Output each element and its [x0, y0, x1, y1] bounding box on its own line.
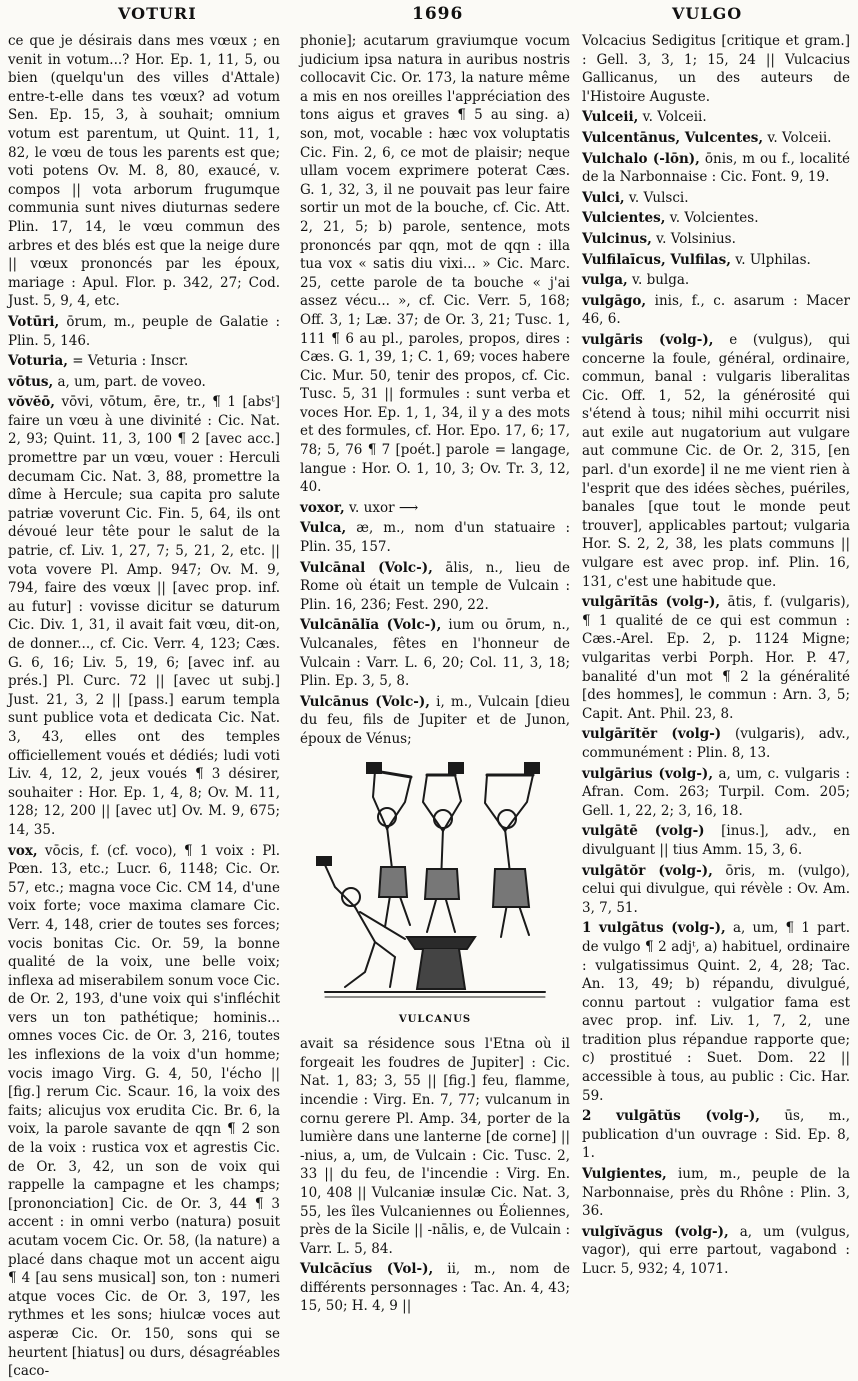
- headword: Vulca,: [300, 520, 347, 537]
- headword: Vulfilaīcus, Vulfilas,: [582, 251, 731, 268]
- headword: Voturia,: [8, 353, 68, 370]
- dictionary-entry: [582, 230, 850, 249]
- entry-text: Volcacius Sedigitus [critique et gram.] : Gell. 3, 3, 1; 15, 24 || Vulcacius Gallicanus, un des auteurs de l'Histoire Auguste.: [582, 33, 850, 105]
- headword: Vulchalo (-lōn),: [582, 150, 700, 167]
- headword: vulgārĭtās (volg-),: [582, 594, 721, 611]
- dictionary-entry: [300, 519, 570, 556]
- running-head-left: VOTURI: [118, 4, 197, 23]
- dictionary-entry: [582, 129, 850, 148]
- entry-text: ātis, f. (vulgaris), ¶ 1 qualité de ce qui est commun : Cæs.-Arel. Ep. 2, p. 1124 Migne; vulgaritas verbi Porph. Hor. P. 47, banalité d'un mot ¶ 2 la généralité [des hommes], le commun : Arn. 3, 5; Capit. Ant. Phil. 23, 8.: [582, 594, 850, 722]
- dictionary-entry: [300, 32, 570, 497]
- dictionary-entry: [8, 393, 280, 839]
- dictionary-entry: [582, 919, 850, 1105]
- entry-text: ūs, m., publication d'un ouvrage : Sid. Ep. 8, 1.: [582, 1108, 850, 1162]
- headword: 2 vulgātŭs (volg-),: [582, 1108, 761, 1125]
- column-2: [300, 32, 570, 1352]
- entry-text: ii, m., nom de différents personnages : Tac. An. 4, 43; 15, 50; H. 4, 9 ||: [300, 1261, 570, 1315]
- dictionary-entry: [300, 1035, 570, 1258]
- headword: vulga,: [582, 272, 628, 289]
- headword: vulgārius (volg-),: [582, 765, 714, 782]
- headword: vulgāgo,: [582, 292, 647, 309]
- dictionary-entry: [582, 209, 850, 228]
- entry-text: v. Volsinius.: [656, 230, 736, 247]
- dictionary-entry: [582, 862, 850, 918]
- headword: Vulcientes,: [582, 210, 666, 227]
- entry-text: = Veturia : Inscr.: [72, 353, 189, 370]
- entry-text: e (vulgus), qui concerne la foule, général, ordinaire, commun, banal : vulgaris liberalitas Cic. Off. 1, 52, la générosité qui s'étend à tous; nihil mihi occurrit nisi aut exile aut nugatorium aut vulgare aut commune Cic. de Or. 2, 315, [en parl. d'un exorde] il ne me vient rien à l'esprit que des idées sèches, puériles, banales [que tout le monde peut trouver], applicables partout; vulgaria Hor. S. 2, 2, 38, les plats communs || vulgare est avec prop. inf. Plin. 16, 131, c'est une habitude que.: [582, 331, 851, 590]
- dictionary-entry: [582, 1223, 850, 1279]
- entry-text: v. Vulsci.: [628, 189, 689, 206]
- dictionary-entry: [582, 593, 850, 723]
- figure-caption: VULCANUS: [398, 1013, 472, 1025]
- headword: vulgĭvăgus (volg-),: [582, 1223, 729, 1240]
- dictionary-entry: [300, 693, 570, 749]
- headword: Vulcānālĭa (Volc-),: [300, 617, 442, 634]
- headword: 1 vulgātus (volg-),: [582, 920, 726, 937]
- dictionary-entry: [300, 559, 570, 615]
- entry-text: avait sa résidence sous l'Etna où il forgeait les foudres de Jupiter] : Cic. Nat. 1, 83; 3, 55 || [fig.] feu, flamme, incendie : Virg. En. 7, 77; vulcanum in cornu gerere Pl. Amp. 34, porter de la lumière dans une lanterne [de corne] || -nius, a, um, de Vulcain : Cic. Tusc. 2, 33 || du feu, de l'incendie : Virg. En. 10, 408 || Vulcaniæ insulæ Cic. Nat. 3, 55, les îles Vulcaniennes ou Éoliennes, près de la Sicile || -nālis, e, de Vulcain : Varr. L. 5, 84.: [300, 1036, 570, 1257]
- entry-text: æ, m., nom d'un statuaire : Plin. 35, 157.: [300, 520, 570, 556]
- dictionary-entry: [8, 32, 280, 311]
- entry-text: inis, f., c. asarum : Macer 46, 6.: [582, 292, 850, 328]
- page-number: 1696: [412, 4, 464, 24]
- entry-text: a, um, ¶ 1 part. de vulgo ¶ 2 adjᵗ, a) habituel, ordinaire : vulgatissimus Quint. 2, 4, 28; Tac. An. 13, 49; b) répandu, divulgué, connu partout : vulgatior fama est avec prop. inf. Liv. 1, 7, 2, une tradition plus répandue rapporte que; c) prostitué : Suet. Dom. 22 || accessible à tous, au public : Cic. Har. 59.: [582, 920, 850, 1104]
- entry-text: ōrum, m., peuple de Galatie : Plin. 5, 146.: [8, 313, 280, 349]
- entry-text: phonie]; acutarum graviumque vocum judicium ipsa natura in auribus nostris collocavit Cic. Or. 173, la nature même a mis en nos oreilles l'appréciation des tons aigus et graves ¶ 5 au sing. a) son, mot, vocable : hæc vox voluptatis Cic. Fin. 2, 6, ce mot de plaisir; neque ullam vocem exprimere poterat Cæs. G. 1, 32, 3, il ne pouvait pas leur faire sortir un mot de la bouche, cf. Cic. Att. 2, 21, 5; b) parole, sentence, mots prononcés par qqn, mot de qqn : illa tua vox « satis diu vixi... » Cic. Marc. 25, cette parole de ta bouche « j'ai assez vécu... », cf. Cic. Verr. 5, 168; Off. 3, 1; Læ. 37; de Or. 3, 21; Tusc. 1, 111 ¶ 6 au pl., paroles, propos, dires : Cæs. G. 1, 39, 1; C. 1, 69; voces habere Cic. Mur. 50, tenir des propos, cf. Cic. Tusc. 5, 31 || formules : sunt verba et voces Hor. Ep. 1, 1, 34, il y a des mots et des formules, cf. Hor. Epo. 17, 6; 17, 78; 5, 76 ¶ 7 [poét.] parole = langage, langue : Hor. O. 1, 10, 3; Ov. Tr. 3, 12, 40.: [300, 33, 570, 496]
- headword: Vulceii,: [582, 109, 639, 126]
- headword: vulgātŏr (volg-),: [582, 862, 713, 879]
- entry-text: a, um (vulgus, vagor), qui erre partout, vagabond : Lucr. 5, 932; 4, 1071.: [582, 1223, 850, 1277]
- running-head-right: VULGO: [672, 4, 743, 23]
- entry-text: i, m., Vulcain [dieu du feu, fils de Jupiter et de Junon, époux de Vénus;: [300, 693, 571, 747]
- headword: Vulcānal (Volc-),: [300, 559, 433, 576]
- headword: vox,: [8, 842, 38, 859]
- entry-text: v. Volceii.: [642, 109, 707, 126]
- vulcanus-illustration: [300, 757, 570, 1030]
- dictionary-entry: [8, 842, 280, 1381]
- entry-text: ium ou ōrum, n., Vulcanales, fêtes en l'honneur de Vulcain : Varr. L. 6, 20; Col. 11, 3, 18; Plin. Ep. 3, 5, 8.: [300, 617, 570, 690]
- dictionary-entry: [8, 373, 280, 392]
- entry-text: [inus.], adv., en divulguant || tius Amm. 15, 3, 6.: [582, 823, 850, 858]
- dictionary-entry: [582, 725, 850, 762]
- dictionary-entry: [582, 765, 850, 821]
- entry-text: v. uxor ⟶: [349, 499, 419, 516]
- headword: Vulgientes,: [582, 1166, 667, 1183]
- dictionary-entry: [582, 150, 850, 187]
- dictionary-entry: [582, 822, 850, 859]
- entry-text: ālis, n., lieu de Rome où était un temple de Vulcain : Plin. 16, 236; Fest. 290, 22.: [300, 559, 570, 613]
- headword: vōtus,: [8, 373, 54, 390]
- headword: vulgārĭtĕr (volg-): [582, 726, 722, 743]
- dictionary-entry: [582, 271, 850, 290]
- entry-text: (vulgaris), adv., communément : Plin. 8, 13.: [582, 726, 850, 761]
- entry-text: ce que je désirais dans mes vœux ; en venit in votum...? Hor. Ep. 1, 11, 5, ou bien (quelqu'un des villes d'Attale) entre-t-elle dans tes vœux? ad votum Sen. Ep. 15, 3, à souhait; omnium votum est parentum, ut Quint. 11, 1, 82, le vœu de tous les parents est que; voti potens Ov. M. 8, 80, exaucé, v. compos || vota arborum frugumque communia sunt nives diuturnas sedere Plin. 17, 14, le vœu commun des arbres et des blés est que la neige dure || vœux prononcés par les époux, mariage : Apul. Flor. p. 342, 27; Cod. Just. 5, 9, 4, etc.: [8, 33, 280, 310]
- headword: Vulcācĭus (Vol-),: [300, 1261, 434, 1278]
- entry-text: a, um, part. de voveo.: [57, 373, 206, 390]
- entry-text: a, um, c. vulgaris : Afran. Com. 263; Turpil. Com. 205; Gell. 1, 22, 2; 3, 16, 18.: [582, 765, 850, 819]
- dictionary-entry: [300, 499, 570, 518]
- dictionary-entry: [582, 189, 850, 208]
- entry-text: ōris, m. (vulgo), celui qui divulgue, qui révèle : Ov. Am. 3, 7, 51.: [582, 862, 850, 916]
- dictionary-entry: [582, 331, 850, 591]
- dictionary-entry: [582, 1165, 850, 1221]
- entry-text: v. Ulphilas.: [735, 251, 811, 268]
- dictionary-entry: [582, 32, 850, 106]
- column-3: [582, 32, 850, 1352]
- dictionary-entry: [8, 313, 280, 350]
- entry-text: v. Volceii.: [767, 129, 832, 146]
- entry-text: ōnis, m ou f., localité de la Narbonnaise : Cic. Font. 9, 19.: [582, 150, 850, 186]
- headword: vulgātē (volg-): [582, 823, 705, 840]
- entry-text: v. bulga.: [631, 272, 690, 289]
- dictionary-entry: [300, 1260, 570, 1316]
- dictionary-entry: [582, 292, 850, 329]
- headword: voxor,: [300, 499, 345, 516]
- headword: vulgāris (volg-),: [582, 331, 714, 348]
- headword: vŏvĕō,: [8, 394, 55, 411]
- entry-text: vōvi, vōtum, ēre, tr., ¶ 1 [absᵗ] faire un vœu à une divinité : Cic. Nat. 2, 93; Quint. 11, 3, 100 ¶ 2 [avec acc.] promettre par un vœu, vouer : Herculi decumam Cic. Nat. 3, 88, promettre la dîme à Hercule; sua capita pro salute patriæ voverunt Cic. Fin. 5, 64, ils ont dévoué leur tête pour le salut de la patrie, cf. Liv. 1, 27, 7; 5, 21, 2, etc. || vota vovere Pl. Amp. 947; Ov. M. 9, 794, faire des vœux || [avec prop. inf. au futur] : vovisse dicitur se daturum Cic. Div. 1, 31, il avait fait vœu, dit-on, de donner..., cf. Cic. Verr. 4, 123; Cæs. G. 6, 16; Liv. 5, 19, 6; [avec inf. au prés.] Pl. Curc. 72 || [avec ut subj.] Just. 21, 3, 2 || [pass.] earum templa sunt publice vota et dedicata Cic. Nat. 3, 43, elles ont des temples officiellement voués et dédiés; ludi voti Liv. 4, 12, 2, jeux voués ¶ 3 désirer, souhaiter : Hor. Ep. 1, 4, 8; Ov. M. 11, 128; 12, 200 || [avec ut] Ov. M. 9, 675; 14, 35.: [8, 394, 280, 838]
- entry-text: vōcis, f. (cf. voco), ¶ 1 voix : Pl. Pœn. 13, etc.; Lucr. 6, 1148; Cic. Or. 57, etc.; magna voce Cic. CM 14, d'une voix forte; voce maxima clamare Cic. Verr. 4, 148, crier de toutes ses forces; vocis bonitas Cic. Or. 59, la bonne qualité de la voix, une belle voix; inflexa ad miserabilem sonum voce Cic. de Or. 2, 193, d'une voix qui s'infléchit vers un ton pathétique; hominis... omnes voces Cic. de Or. 3, 216, toutes les inflexions de la voix d'un homme; vocis imago Virg. G. 4, 50, l'écho || [fig.] rerum Cic. Scaur. 16, la voix des faits; alicujus vox erudita Cic. Br. 6, la voix, la parole savante de qqn ¶ 2 son de la voix : rustica vox et agrestis Cic. de Or. 3, 42, un son de voix qui rappelle la campagne et les champs; [prononciation] Cic. de Or. 3, 44 ¶ 3 accent : in omni verbo (natura) posuit acutam vocem Cic. Or. 58, (la nature) a placé dans chaque mot un accent aigu ¶ 4 [au sens musical] son, ton : numeri atque voces Cic. de Or. 3, 197, les rythmes et les sons; hiulcæ voces aut asperæ Cic. Or. 150, sons qui se heurtent [hiatus] ou durs, désagréables [caco-: [8, 842, 281, 1380]
- headword: Vulcinus,: [582, 230, 652, 247]
- headword: Vulcentānus, Vulcentes,: [582, 129, 764, 146]
- dictionary-entry: [582, 108, 850, 127]
- blacksmiths-engraving: [315, 757, 555, 1007]
- dictionary-entry: [582, 1107, 850, 1163]
- column-1: [8, 32, 281, 1380]
- dictionary-entry: [582, 251, 850, 270]
- headword: Vulcānus (Volc-),: [300, 693, 430, 710]
- entry-text: v. Volcientes.: [669, 210, 759, 227]
- headword: Votūri,: [8, 313, 60, 330]
- dictionary-entry: [8, 352, 280, 371]
- headword: Vulci,: [582, 189, 625, 206]
- dictionary-entry: [300, 616, 570, 690]
- entry-text: ium, m., peuple de la Narbonnaise, près du Rhône : Plin. 3, 36.: [582, 1166, 850, 1220]
